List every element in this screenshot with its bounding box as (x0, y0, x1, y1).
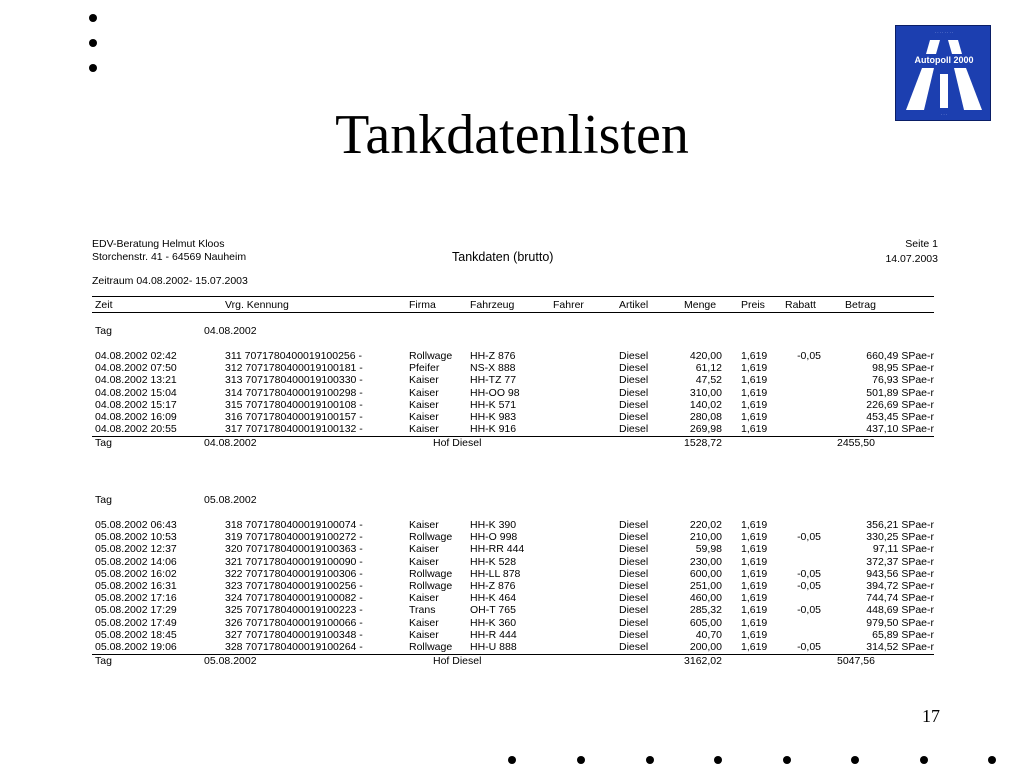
cell-menge: 280,08 (689, 411, 722, 423)
cell-fahrzeug: HH-Z 876 (470, 350, 516, 362)
cell-artikel: Diesel (619, 567, 649, 580)
logo-text: Autopoll 2000 (914, 55, 974, 65)
cell-rabatt: -0,05 (797, 567, 821, 580)
cell-preis: 1,619 (741, 628, 768, 641)
cell-firma: Kaiser (409, 519, 439, 531)
cell-betrag: 97,11 SPae-r (872, 543, 934, 556)
cell-firma: Kaiser (409, 555, 439, 568)
cell-firma: Kaiser (409, 616, 439, 629)
total-label: Tag (95, 655, 112, 668)
cell-rabatt: -0,05 (797, 580, 821, 592)
column-header: Vrg. Kennung (225, 299, 289, 311)
cell-artikel: Diesel (619, 350, 649, 362)
cell-zeit: 05.08.2002 19:06 (95, 641, 177, 653)
cell-artikel: Diesel (619, 423, 649, 436)
cell-fahrzeug: HH-U 888 (470, 641, 517, 653)
cell-zeit: 04.08.2002 07:50 (95, 362, 177, 375)
cell-betrag: 314,52 SPae-r (866, 641, 934, 653)
cell-betrag: 501,89 SPae-r (866, 386, 934, 399)
total-label: Tag (95, 437, 112, 450)
cell-zeit: 04.08.2002 13:21 (95, 374, 177, 387)
cell-menge: 210,00 (689, 531, 722, 544)
cell-preis: 1,619 (741, 398, 768, 411)
cell-zeit: 05.08.2002 18:45 (95, 628, 177, 641)
report-period: Zeitraum 04.08.2002- 15.07.2003 (92, 275, 248, 287)
cell-fahrzeug: HH-K 390 (470, 519, 517, 531)
cell-vrg: 315 7071780400019100108 - (225, 398, 363, 411)
cell-betrag: 448,69 SPae-r (866, 604, 934, 617)
cell-zeit: 05.08.2002 17:16 (95, 592, 177, 605)
cell-artikel: Diesel (619, 641, 649, 653)
bullet-dot (783, 756, 791, 764)
cell-artikel: Diesel (619, 543, 649, 556)
report-title: Tankdaten (brutto) (452, 250, 554, 264)
cell-betrag: 943,56 SPae-r (866, 567, 934, 580)
bullet-dot (714, 756, 722, 764)
cell-betrag: 356,21 SPae-r (866, 519, 934, 531)
total-betrag: 2455,50 (837, 437, 875, 450)
day-date: 04.08.2002 (204, 325, 257, 337)
cell-fahrzeug: HH-RR 444 (470, 543, 525, 556)
cell-fahrzeug: HH-OO 98 (470, 386, 520, 399)
bullet-dot (577, 756, 585, 764)
cell-firma: Kaiser (409, 543, 439, 556)
cell-artikel: Diesel (619, 604, 649, 617)
column-header: Betrag (845, 299, 876, 311)
cell-fahrzeug: HH-K 983 (470, 411, 517, 423)
column-header: Artikel (619, 299, 649, 311)
header-rule-top (92, 296, 934, 297)
cell-menge: 230,00 (689, 555, 722, 568)
cell-firma: Kaiser (409, 592, 439, 605)
cell-menge: 269,98 (689, 423, 722, 436)
cell-menge: 61,12 (695, 362, 722, 375)
cell-vrg: 313 7071780400019100330 - (225, 374, 363, 387)
cell-firma: Kaiser (409, 398, 439, 411)
day-label: Tag (95, 494, 112, 506)
header-rule-bottom (92, 312, 934, 313)
cell-fahrzeug: HH-K 916 (470, 423, 517, 436)
cell-firma: Rollwage (409, 641, 453, 653)
cell-artikel: Diesel (619, 386, 649, 399)
cell-preis: 1,619 (741, 592, 768, 605)
cell-zeit: 05.08.2002 10:53 (95, 531, 177, 544)
cell-menge: 140,02 (689, 398, 722, 411)
cell-menge: 600,00 (689, 567, 722, 580)
cell-preis: 1,619 (741, 580, 768, 592)
cell-betrag: 372,37 SPae-r (866, 555, 934, 568)
bullet-dot (988, 756, 996, 764)
cell-zeit: 04.08.2002 16:09 (95, 411, 177, 423)
column-header: Menge (684, 299, 717, 311)
cell-menge: 59,98 (695, 543, 722, 556)
cell-vrg: 321 7071780400019100090 - (225, 555, 363, 568)
cell-vrg: 326 7071780400019100066 - (225, 616, 363, 629)
cell-firma: Kaiser (409, 423, 439, 436)
logo-fine-print: · · · · · · · · (934, 30, 954, 35)
cell-betrag: 98,95 SPae-r (872, 362, 934, 375)
cell-betrag: 660,49 SPae-r (866, 350, 934, 362)
cell-firma: Rollwage (409, 580, 453, 592)
cell-fahrzeug: HH-TZ 77 (470, 374, 517, 387)
total-date: 05.08.2002 (204, 655, 257, 668)
day-label: Tag (95, 325, 112, 337)
cell-betrag: 330,25 SPae-r (866, 531, 934, 544)
cell-betrag: 65,89 SPae-r (872, 628, 934, 641)
page-number: 17 (922, 706, 940, 726)
cell-zeit: 04.08.2002 15:17 (95, 398, 177, 411)
column-header: Fahrzeug (470, 299, 515, 311)
cell-fahrzeug: HH-R 444 (470, 628, 517, 641)
cell-vrg: 311 7071780400019100256 - (225, 350, 363, 362)
cell-betrag: 744,74 SPae-r (866, 592, 934, 605)
cell-preis: 1,619 (741, 543, 768, 556)
cell-zeit: 05.08.2002 12:37 (95, 543, 177, 556)
cell-menge: 285,32 (689, 604, 722, 617)
cell-zeit: 05.08.2002 16:31 (95, 580, 177, 592)
cell-artikel: Diesel (619, 362, 649, 375)
cell-rabatt: -0,05 (797, 604, 821, 617)
cell-menge: 420,00 (689, 350, 722, 362)
cell-fahrzeug: HH-LL 878 (470, 567, 521, 580)
cell-fahrzeug: NS-X 888 (470, 362, 516, 375)
cell-vrg: 319 7071780400019100272 - (225, 531, 363, 544)
column-header: Fahrer (553, 299, 584, 311)
cell-vrg: 322 7071780400019100306 - (225, 567, 363, 580)
cell-artikel: Diesel (619, 411, 649, 423)
cell-rabatt: -0,05 (797, 531, 821, 544)
column-header: Zeit (95, 299, 113, 311)
bullet-dot (920, 756, 928, 764)
cell-preis: 1,619 (741, 423, 768, 436)
cell-menge: 47,52 (695, 374, 722, 387)
bullet-dot (89, 14, 97, 22)
total-name: Hof Diesel (433, 655, 482, 668)
bullet-dot (508, 756, 516, 764)
bullet-dot (851, 756, 859, 764)
cell-preis: 1,619 (741, 411, 768, 423)
cell-zeit: 04.08.2002 20:55 (95, 423, 177, 436)
report-address: Storchenstr. 41 - 64569 Nauheim (92, 251, 247, 263)
cell-fahrzeug: HH-K 464 (470, 592, 517, 605)
cell-firma: Kaiser (409, 386, 439, 399)
cell-fahrzeug: HH-K 528 (470, 555, 517, 568)
cell-preis: 1,619 (741, 362, 768, 375)
cell-preis: 1,619 (741, 374, 768, 387)
cell-fahrzeug: OH-T 765 (470, 604, 516, 617)
cell-preis: 1,619 (741, 555, 768, 568)
total-name: Hof Diesel (433, 437, 482, 450)
cell-betrag: 226,69 SPae-r (866, 398, 934, 411)
cell-zeit: 05.08.2002 17:49 (95, 616, 177, 629)
cell-artikel: Diesel (619, 398, 649, 411)
cell-betrag: 76,93 SPae-r (872, 374, 934, 387)
column-header: Preis (741, 299, 765, 311)
cell-firma: Rollwage (409, 567, 453, 580)
cell-preis: 1,619 (741, 531, 768, 544)
cell-menge: 200,00 (689, 641, 722, 653)
cell-artikel: Diesel (619, 374, 649, 387)
cell-artikel: Diesel (619, 555, 649, 568)
cell-zeit: 05.08.2002 17:29 (95, 604, 177, 617)
cell-vrg: 318 7071780400019100074 - (225, 519, 363, 531)
cell-menge: 251,00 (689, 580, 722, 592)
cell-betrag: 453,45 SPae-r (866, 411, 934, 423)
cell-vrg: 312 7071780400019100181 - (225, 362, 363, 375)
cell-preis: 1,619 (741, 604, 768, 617)
cell-vrg: 314 7071780400019100298 - (225, 386, 363, 399)
cell-betrag: 437,10 SPae-r (866, 423, 934, 436)
cell-rabatt: -0,05 (797, 350, 821, 362)
cell-betrag: 979,50 SPae-r (866, 616, 934, 629)
cell-preis: 1,619 (741, 641, 768, 653)
total-date: 04.08.2002 (204, 437, 257, 450)
bullet-dot (646, 756, 654, 764)
cell-firma: Rollwage (409, 531, 453, 544)
cell-artikel: Diesel (619, 580, 649, 592)
report-page: Seite 1 (905, 238, 938, 250)
cell-firma: Pfeifer (409, 362, 440, 375)
cell-preis: 1,619 (741, 350, 768, 362)
cell-zeit: 04.08.2002 02:42 (95, 350, 177, 362)
bullet-dot (89, 39, 97, 47)
cell-vrg: 320 7071780400019100363 - (225, 543, 363, 556)
cell-fahrzeug: HH-Z 876 (470, 580, 516, 592)
day-date: 05.08.2002 (204, 494, 257, 506)
cell-preis: 1,619 (741, 519, 768, 531)
cell-artikel: Diesel (619, 519, 649, 531)
slide-title: Tankdatenlisten (335, 104, 689, 166)
column-header: Firma (409, 299, 436, 311)
report-company: EDV-Beratung Helmut Kloos (92, 238, 225, 250)
cell-preis: 1,619 (741, 386, 768, 399)
logo-footer: · · · (940, 112, 948, 117)
cell-vrg: 323 7071780400019100256 - (225, 580, 363, 592)
cell-artikel: Diesel (619, 628, 649, 641)
cell-zeit: 05.08.2002 14:06 (95, 555, 177, 568)
cell-artikel: Diesel (619, 531, 649, 544)
cell-firma: Kaiser (409, 411, 439, 423)
total-menge: 3162,02 (684, 655, 722, 668)
cell-firma: Trans (409, 604, 436, 617)
cell-fahrzeug: HH-O 998 (470, 531, 518, 544)
cell-firma: Kaiser (409, 628, 439, 641)
cell-menge: 605,00 (689, 616, 722, 629)
cell-preis: 1,619 (741, 567, 768, 580)
cell-firma: Kaiser (409, 374, 439, 387)
cell-zeit: 04.08.2002 15:04 (95, 386, 177, 399)
cell-vrg: 324 7071780400019100082 - (225, 592, 363, 605)
cell-firma: Rollwage (409, 350, 453, 362)
cell-zeit: 05.08.2002 06:43 (95, 519, 177, 531)
cell-vrg: 325 7071780400019100223 - (225, 604, 363, 617)
bullet-dot (89, 64, 97, 72)
cell-vrg: 316 7071780400019100157 - (225, 411, 363, 423)
cell-zeit: 05.08.2002 16:02 (95, 567, 177, 580)
cell-menge: 220,02 (689, 519, 722, 531)
cell-artikel: Diesel (619, 616, 649, 629)
total-menge: 1528,72 (684, 437, 722, 450)
column-header: Rabatt (785, 299, 816, 311)
cell-vrg: 317 7071780400019100132 - (225, 423, 363, 436)
cell-preis: 1,619 (741, 616, 768, 629)
cell-fahrzeug: HH-K 571 (470, 398, 517, 411)
cell-menge: 460,00 (689, 592, 722, 605)
bottom-dots (0, 754, 1024, 766)
cell-menge: 40,70 (695, 628, 722, 641)
report-date: 14.07.2003 (885, 253, 938, 265)
cell-rabatt: -0,05 (797, 641, 821, 653)
cell-menge: 310,00 (689, 386, 722, 399)
cell-fahrzeug: HH-K 360 (470, 616, 517, 629)
cell-vrg: 327 7071780400019100348 - (225, 628, 363, 641)
cell-betrag: 394,72 SPae-r (866, 580, 934, 592)
cell-vrg: 328 7071780400019100264 - (225, 641, 363, 653)
cell-artikel: Diesel (619, 592, 649, 605)
total-betrag: 5047,56 (837, 655, 875, 668)
